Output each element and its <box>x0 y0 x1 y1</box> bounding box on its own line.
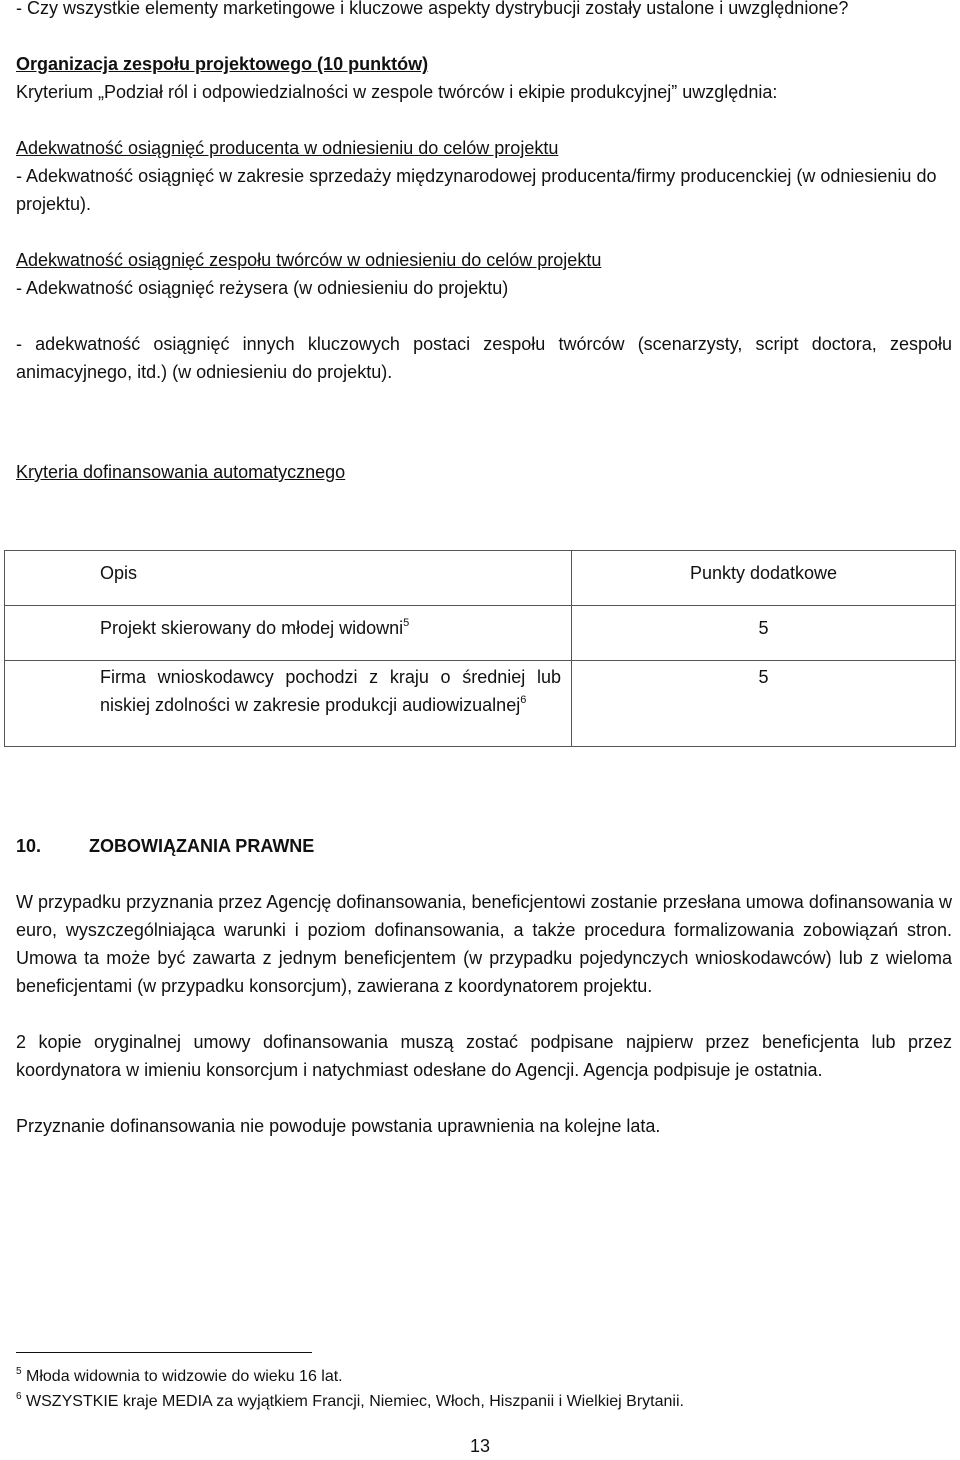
section-heading <box>16 832 314 860</box>
auto-criteria-table <box>4 550 956 747</box>
section-title: ZOBOWIĄZANIA PRAWNE <box>89 836 315 856</box>
page-number: 13 <box>469 1436 491 1456</box>
auto-criteria-heading: Kryteria dofinansowania automatycznego <box>16 462 346 482</box>
producer-item: - Adekwatność osiągnięć w zakresie sprzedaży międzynarodowej producenta/firmy producenckiej (w odniesieniu do projektu). <box>16 166 937 214</box>
footnotes <box>16 1364 684 1414</box>
section-number: 10. <box>16 836 42 856</box>
section-body <box>16 888 952 1140</box>
document-page <box>16 0 952 486</box>
footnote: $^5$ Młoda widownia to widzowie do wieku 16 lat. <box>16 1366 343 1385</box>
table-header-row <box>5 551 956 606</box>
table-row <box>5 606 956 661</box>
producer-heading: Adekwatność osiągnięć producenta w odniesieniu do celów projektu <box>16 138 559 158</box>
column-header-description: Opis <box>100 563 138 583</box>
row-description: Firma wnioskodawcy pochodzi z kraju o średniej lub niskiej zdolności w zakresie produkcji audiowizualnej <box>100 667 561 715</box>
organization-heading: Organizacja zespołu projektowego (10 punktów) <box>16 54 429 74</box>
others-item: - adekwatność osiągnięć innych kluczowych postaci zespołu twórców (scenarzysty, script doctora, zespołu animacyjnego, itd.) (w odniesieniu do projektu). <box>16 334 952 382</box>
paragraph: Przyznanie dofinansowania nie powoduje powstania uprawnienia na kolejne lata. <box>16 1116 661 1136</box>
director-item: - Adekwatność osiągnięć reżysera (w odniesieniu do projektu) <box>16 278 509 298</box>
footnote-divider <box>16 1352 312 1353</box>
footnote-ref: 5 <box>403 617 410 629</box>
paragraph: 2 kopie oryginalnej umowy dofinansowania muszą zostać podpisane najpierw przez beneficjenta lub przez koordynatora w imieniu konsorcjum i natychmiast odesłane do Agencji. Agencja podpisuje je ostatnia. <box>16 1032 952 1080</box>
paragraph: W przypadku przyznania przez Agencję dofinansowania, beneficjentowi zostanie przesłana umowa dofinansowania w euro, wyszczególniająca warunki i poziom dofinansowania, a także procedura formalizowania zobowiązań stron. Umowa ta może być zawarta z jednym beneficjentem (w przypadku pojedynczych wnioskodawców) lub z wieloma beneficjentami (w przypadku konsorcjum), zawierana z koordynatorem projektu. <box>16 892 952 996</box>
table-row <box>5 661 956 747</box>
footnote: $^6$ WSZYSTKIE kraje MEDIA za wyjątkiem Francji, Niemiec, Włoch, Hiszpanii i Wielkiej Brytanii. <box>16 1391 684 1410</box>
criterion-line: Kryterium „Podział ról i odpowiedzialności w zespole twórców i ekipie produkcyjnej” uwzględnia: <box>16 82 778 102</box>
distribution-question: - Czy wszystkie elementy marketingowe i kluczowe aspekty dystrybucji zostały ustalone i uwzględnione? <box>16 0 849 18</box>
column-header-points: Punkty dodatkowe <box>689 563 838 583</box>
row-points: 5 <box>758 667 769 687</box>
row-description: Projekt skierowany do młodej widowni <box>100 618 404 638</box>
row-points: 5 <box>758 618 769 638</box>
team-heading: Adekwatność osiągnięć zespołu twórców w odniesieniu do celów projektu <box>16 250 602 270</box>
footnote-ref: 6 <box>520 694 527 706</box>
